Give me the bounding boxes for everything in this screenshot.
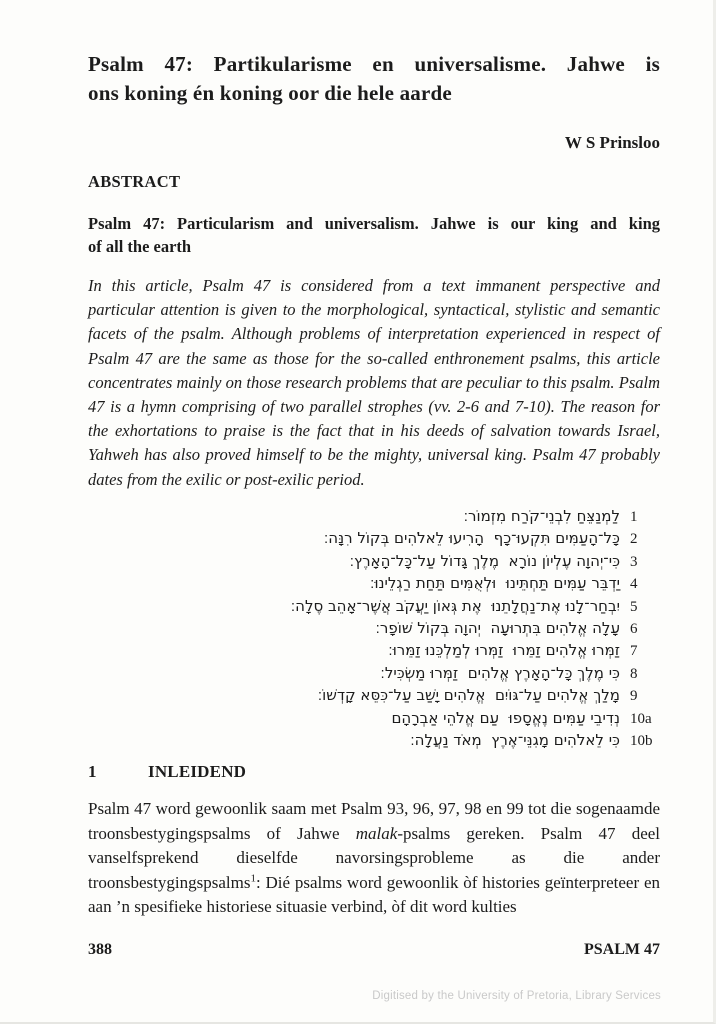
text-line: Psalm 47: Particularism and universalism. Jahwe is our king and king [88, 214, 660, 233]
section-number: 1 [88, 762, 97, 781]
verse-number: 3 [630, 553, 638, 570]
section-heading [88, 762, 660, 782]
psalm-text [88, 505, 668, 751]
verse-hebrew-text: כִּי לֵאלֹהִים מָגִנֵּי־אֶרֶץ מְאֹד נַעֲלָה׃ [410, 730, 620, 749]
verse-number: 10b [630, 732, 653, 749]
page-footer [88, 941, 660, 959]
verse-number: 7 [630, 643, 638, 660]
verse-hebrew-text: מָלַךְ אֱלֹהִים עַל־גּוֹיִם אֱלֹהִים יָשַׁב עַל־כִּסֵּא קָדְשׁוֹ׃ [317, 686, 620, 705]
psalm-verse-row [88, 595, 668, 617]
verse-number: 6 [630, 620, 638, 637]
verse-hebrew-text: לַמְנַצֵּחַ לִבְנֵי־קֹרַח מִזְמוֹר׃ [463, 507, 620, 525]
intro-text-segment: -psalms gereken. Psalm 47 deel vanselfsprekend dieselfde navorsingsprobleme as die ander troonsbestygingspsalms [88, 823, 661, 892]
verse-hebrew-text: יַדְבֵּר עַמִּים תַּחְתֵּינוּ וּלְאֻמִּים תַּחַת רַגְלֵינוּ׃ [370, 574, 620, 593]
article-title [88, 50, 660, 108]
psalm-verse-row [88, 505, 668, 527]
verse-hebrew-text: כִּי מֶלֶךְ כָּל־הָאָרֶץ אֱלֹהִים זַמְּרוּ מַשְׂכִּיל׃ [380, 663, 620, 682]
psalm-verse-row [88, 527, 668, 549]
verse-hebrew-text: זַמְּרוּ אֱלֹהִים זַמֵּרוּ זַמְּרוּ לְמַלְכֵּנוּ זַמֵּרוּ׃ [388, 641, 620, 660]
verse-number: 8 [630, 665, 638, 682]
intro-paragraph [88, 797, 660, 920]
verse-hebrew-text: כִּי־יְהוָה עֶלְיוֹן נוֹרָא מֶלֶךְ גָּדוֹל עַל־כָּל־הָאָרֶץ׃ [349, 551, 620, 570]
abstract-heading: ABSTRACT [88, 172, 181, 191]
abstract-body: In this article, Psalm 47 is considered from a text immanent perspective and particular attention is given to the morphological, syntactical, stylistic and semantic facets of the psalm. Although problems of interpretation experienced in respect of Psalm 47 are the same as those for the so-called enthronement psalms, this article concentrates mainly on those research problems that are peculiar to this psalm. Psalm 47 is a hymn comprising of two parallel strophes (vv. 2-6 and 7-10). The reason for the exhortations to praise is the fact that in his deeds of salvation towards Israel, Yahweh has also proved himself to be the mighty, universal king. Psalm 47 probably dates from the exilic or post-exilic period. [88, 276, 660, 489]
intro-text-segment: : Dié psalms word gewoonlik òf histories geïnterpreteer en aan ’n spesifieke historiese situasie verbind, òf dit word kulties [88, 872, 660, 917]
verse-hebrew-text: עָלָה אֱלֹהִים בִּתְרוּעָה יְהוָה בְּקוֹל שׁוֹפָר׃ [375, 618, 620, 637]
verse-number: 9 [630, 688, 638, 705]
psalm-verse-row [88, 729, 668, 751]
psalm-verse-row [88, 550, 668, 572]
text-line: Psalm 47: Partikularisme en universalisme. Jahwe is [88, 52, 660, 76]
psalm-verse-row [88, 707, 668, 729]
psalm-verse-row [88, 617, 668, 639]
intro-text-segment: Psalm 47 word gewoonlik saam met Psalm 93, 96, 97, 98 en 99 tot die sogenaamde troonsbestygingspsalms of Jahwe [88, 799, 660, 843]
abstract-title [88, 212, 660, 258]
verse-hebrew-text: כָּל־הָעַמִּים תִּקְעוּ־כָף הָרִיעוּ לֵאלֹהִים בְּקוֹל רִנָּה׃ [323, 529, 620, 548]
digitisation-watermark: Digitised by the University of Pretoria, Library Services [372, 990, 661, 1002]
page-number: 388 [88, 941, 112, 958]
psalm-verse-row [88, 684, 668, 706]
verse-number: 10a [630, 710, 652, 727]
section-title: INLEIDEND [148, 762, 247, 781]
text-line: of all the earth [88, 237, 192, 256]
psalm-verse-row [88, 639, 668, 661]
text-line: ons koning én koning oor die hele aarde [88, 81, 452, 105]
verse-hebrew-text: יִבְחַר־לָנוּ אֶת־נַחֲלָתֵנוּ אֶת גְּאוֹן יַעֲקֹב אֲשֶׁר־אָהֵב סֶלָה׃ [290, 596, 620, 615]
intro-text-segment: 1 [250, 872, 256, 885]
verse-number: 1 [630, 509, 638, 525]
intro-text-segment: malak [355, 823, 398, 843]
verse-number: 5 [630, 598, 638, 615]
verse-number: 4 [630, 576, 638, 593]
psalm-verse-row [88, 662, 668, 684]
running-title: PSALM 47 [584, 941, 660, 958]
author-name: W S Prinsloo [564, 133, 660, 152]
psalm-verse-row [88, 572, 668, 594]
verse-number: 2 [630, 531, 638, 548]
verse-hebrew-text: נְדִיבֵי עַמִּים נֶאֱסָפוּ עַם אֱלֹהֵי אַבְרָהָם [391, 708, 620, 727]
